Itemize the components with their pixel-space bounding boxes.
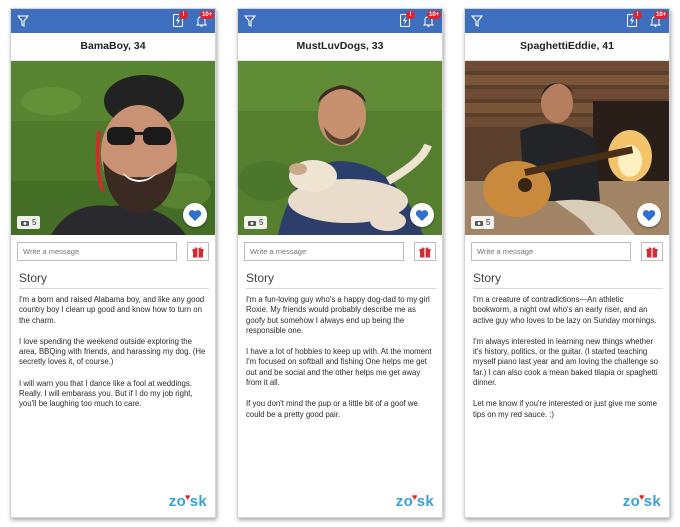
profile-name: SpaghettiEddie, 41: [465, 33, 669, 61]
story-paragraph: I love spending the weekend outside exploring the area, BBQing with friends, and harassing my dog. (He secretly loves it, of course.): [19, 336, 206, 367]
story-text: [465, 289, 669, 420]
logo-heart-icon: ♥: [412, 491, 418, 502]
filter-icon[interactable]: [244, 15, 256, 27]
profile-card-3: [464, 8, 670, 518]
top-bar: [11, 9, 215, 33]
filter-icon[interactable]: [471, 15, 483, 27]
story-paragraph: I will warn you that I dance like a fool at weddings. Really. I will embarass you. But if I do my job right, you'll be laughing too much to care.: [19, 378, 193, 409]
story-text: [11, 289, 215, 410]
heart-icon: [415, 209, 429, 222]
camera-icon: [21, 220, 29, 226]
message-input[interactable]: [471, 242, 631, 261]
notification-badge: 10+: [429, 12, 440, 18]
message-row: [11, 235, 215, 267]
gift-icon: [192, 246, 204, 258]
heart-icon: [642, 209, 656, 222]
profile-name: MustLuvDogs, 33: [238, 33, 442, 61]
top-bar: [238, 9, 442, 33]
send-gift-button[interactable]: [641, 242, 663, 261]
message-row: [238, 235, 442, 267]
notification-badge: 10+: [202, 12, 213, 18]
story-paragraph: I have a lot of hobbies to keep up with. At the moment I'm focused on softball and fishing One helps me get out and be social and the other helps me get away from it all.: [246, 347, 432, 388]
zoosk-logo: zo ♥ sk: [622, 491, 661, 510]
zoosk-logo: zo ♥ sk: [395, 491, 434, 510]
like-heart-button[interactable]: [183, 203, 207, 227]
story-paragraph: I'm always interested in learning new things whether it's history, politics, or the guitar. (I started teaching myself piano last year and am loving the challenge so far.) I can also cook a mean baked tilapia or spaghetti dinner.: [473, 336, 659, 388]
profile-photo[interactable]: [465, 61, 669, 235]
story-heading: Story: [246, 271, 436, 289]
profile-card-2: [237, 8, 443, 518]
notification-badge: 10+: [656, 12, 667, 18]
heart-icon: [188, 209, 202, 222]
zoosk-logo: zo ♥ sk: [168, 491, 207, 510]
gift-icon: [419, 246, 431, 258]
profile-photo[interactable]: [238, 61, 442, 235]
send-gift-button[interactable]: [414, 242, 436, 261]
boost-badge: !: [406, 11, 415, 19]
gift-icon: [646, 246, 658, 258]
logo-heart-icon: ♥: [185, 491, 191, 502]
photo-count: 5: [32, 218, 37, 227]
top-bar: [465, 9, 669, 33]
filter-icon[interactable]: [17, 15, 29, 27]
boost-badge: !: [633, 11, 642, 19]
story-heading: Story: [473, 271, 663, 289]
photo-count: 5: [259, 218, 264, 227]
story-paragraph: I'm a fun-loving guy who's a happy dog-dad to my girl Roxie. My friends would probably describe me as goofy but somehow I always end up being the responsible one.: [246, 295, 430, 335]
photo-count: 5: [486, 218, 491, 227]
profile-name: BamaBoy, 34: [11, 33, 215, 61]
logo-heart-icon: ♥: [639, 491, 645, 502]
profile-photo[interactable]: [11, 61, 215, 235]
camera-icon: [248, 220, 256, 226]
story-heading: Story: [19, 271, 209, 289]
like-heart-button[interactable]: [637, 203, 661, 227]
story-paragraph: Let me know if you're interested or just give me some tips on my red sauce. :): [473, 399, 657, 419]
story-text: [238, 289, 442, 420]
boost-badge: !: [179, 11, 188, 19]
profile-card-1: [10, 8, 216, 518]
camera-icon: [475, 220, 483, 226]
message-input[interactable]: [244, 242, 404, 261]
message-input[interactable]: [17, 242, 177, 261]
photo-count-badge[interactable]: [244, 216, 267, 229]
story-paragraph: I'm a born and raised Alabama boy, and like any good country boy I clean up good and know how to turn on the charm.: [19, 295, 205, 325]
story-paragraph: I'm a creature of contradictions—An athletic bookworm, a night owl who's an early riser, and an active guy who loves to be lazy on Sunday mornings.: [473, 295, 657, 325]
send-gift-button[interactable]: [187, 242, 209, 261]
story-paragraph: If you don't mind the pup or a little bit of a goof we could be a pretty good pair.: [246, 399, 418, 419]
photo-count-badge[interactable]: [17, 216, 40, 229]
like-heart-button[interactable]: [410, 203, 434, 227]
message-row: [465, 235, 669, 267]
photo-count-badge[interactable]: [471, 216, 494, 229]
